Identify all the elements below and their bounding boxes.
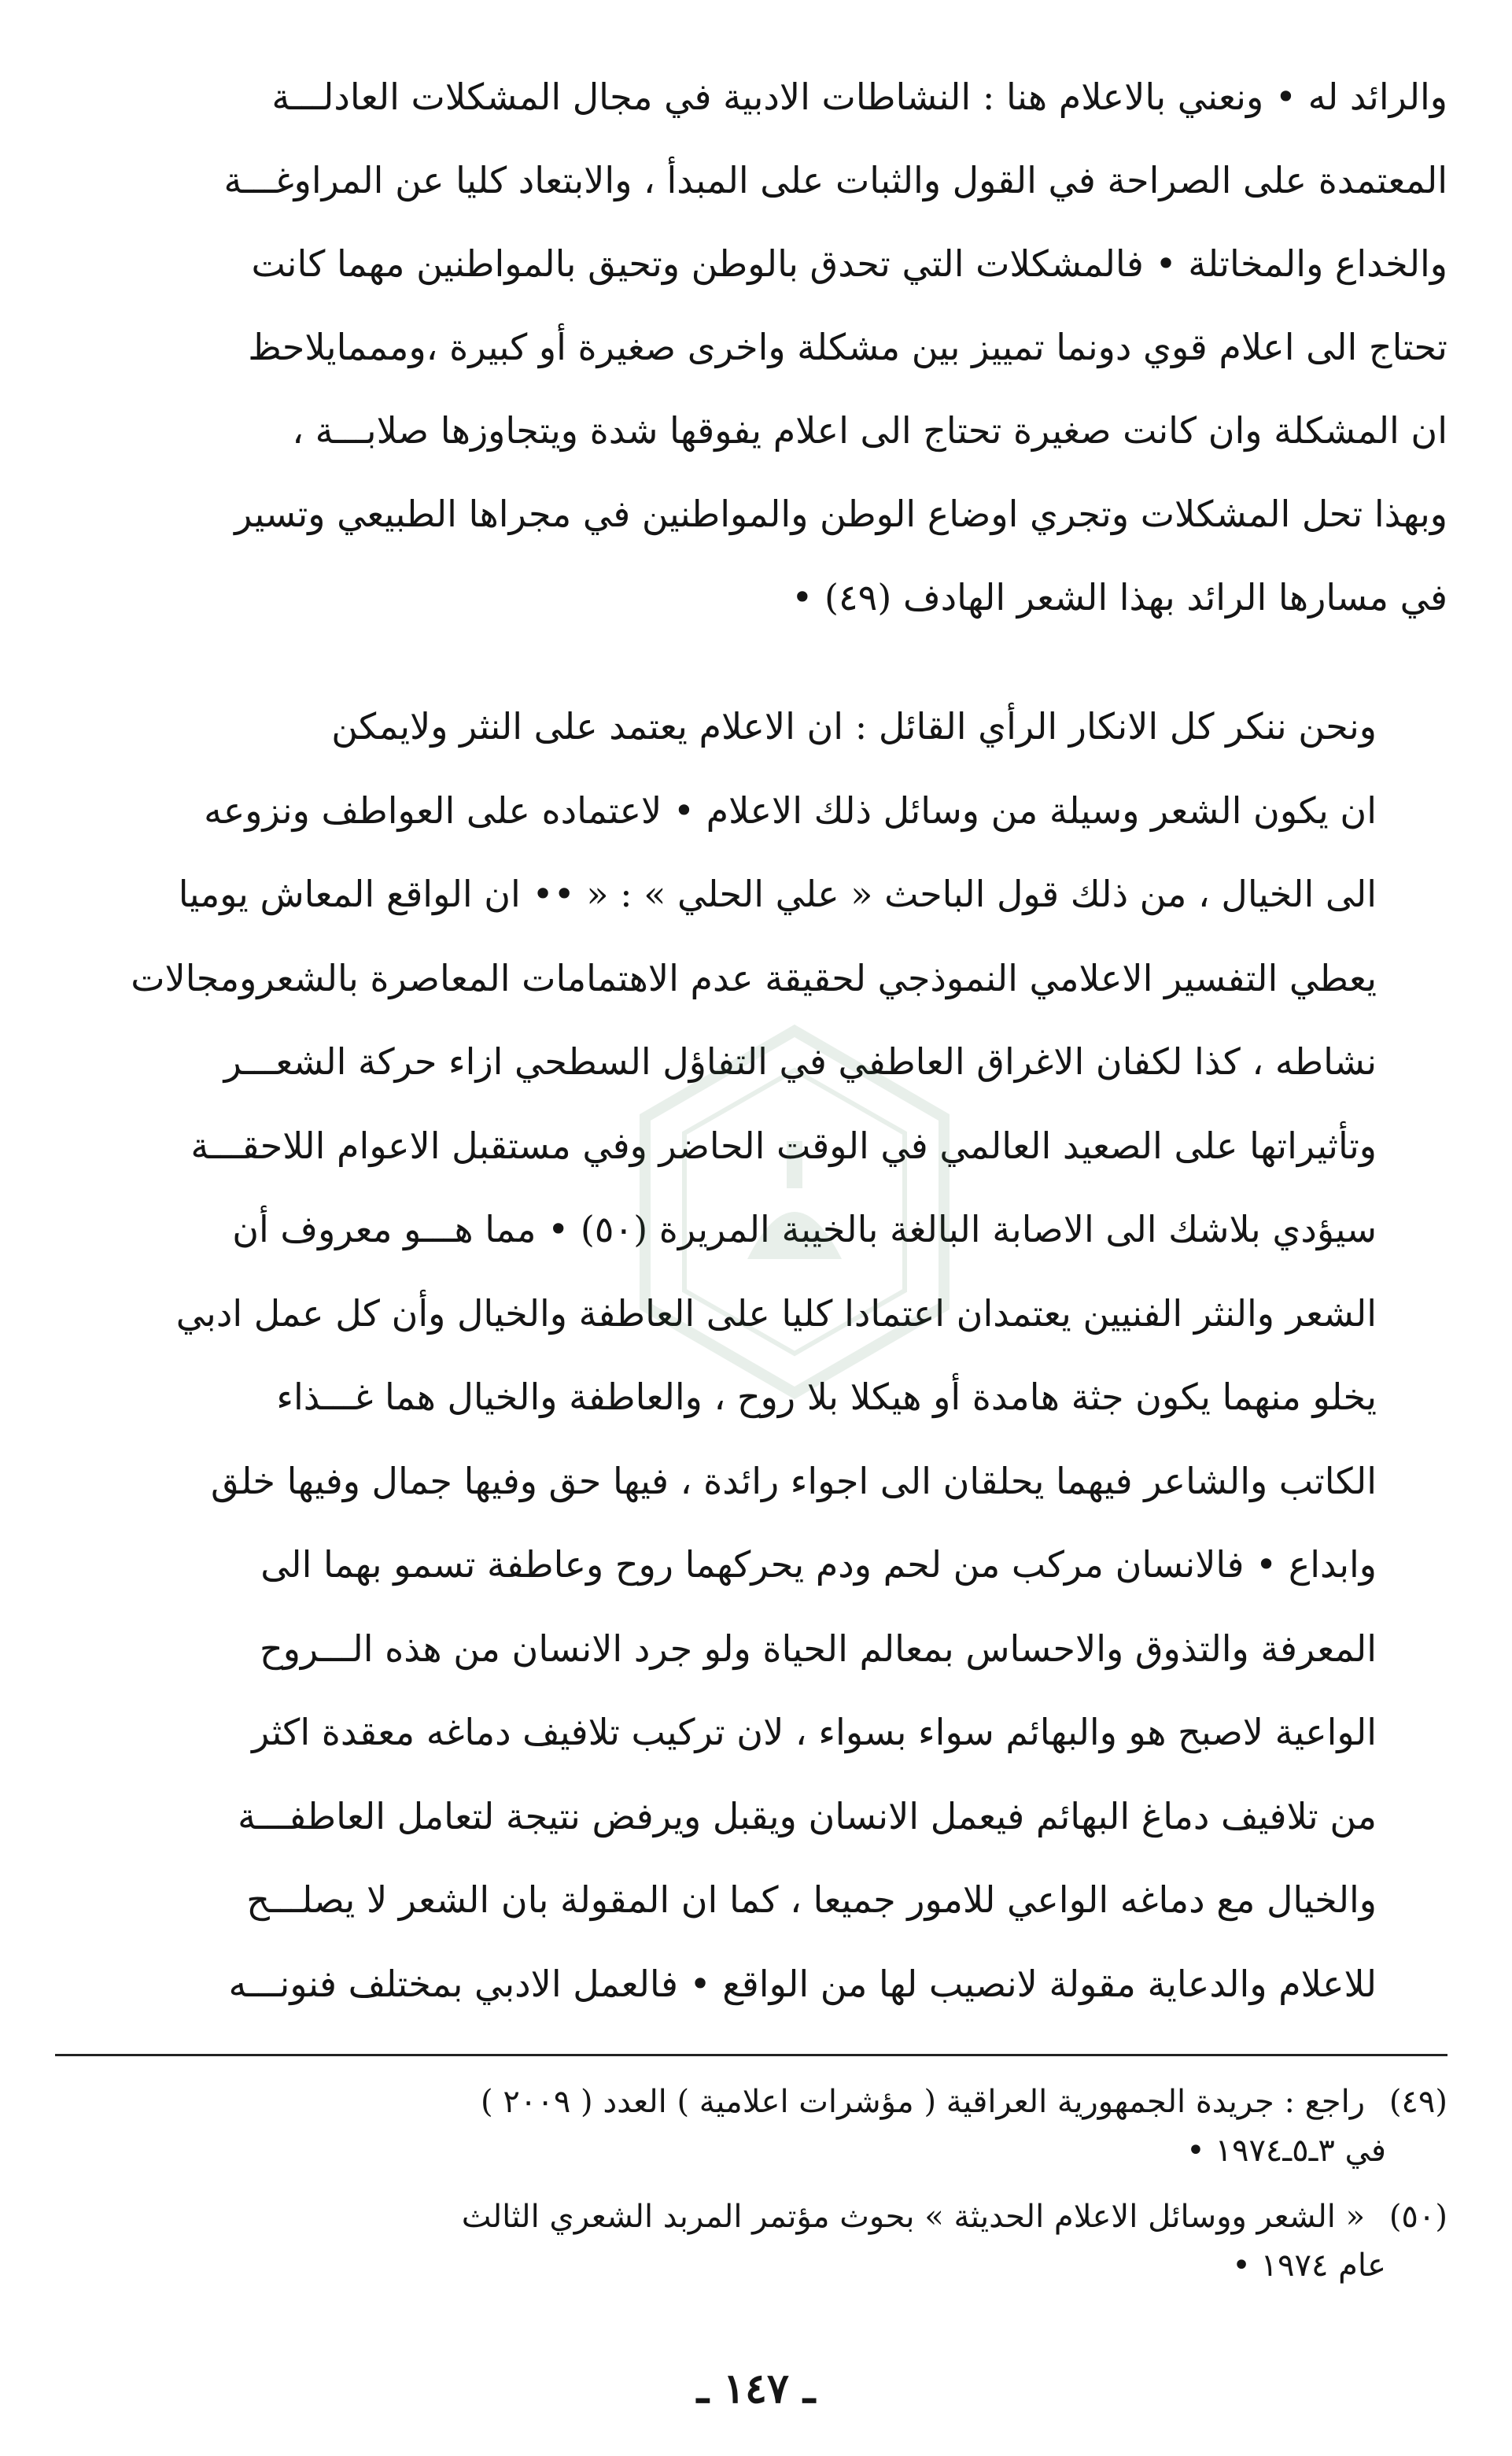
text-line: ان يكون الشعر وسيلة من وسائل ذلك الاعلام • لاعتماده على العواطف ونزوعه	[204, 789, 1377, 832]
text-line: الى الخيال ، من ذلك قول الباحث « علي الحلي » : « •• ان الواقع المعاش يوميا	[178, 873, 1377, 915]
text-line: والرائد له • ونعني بالاعلام هنا : النشاطات الادبية في مجال المشكلات العادلـــة	[271, 76, 1447, 118]
text-line: المعرفة والتذوق والاحساس بمعالم الحياة ولو جرد الانسان من هذه الـــروح	[260, 1627, 1377, 1670]
text-line: تحتاج الى اعلام قوي دونما تمييز بين مشكلة واخرى صغيرة أو كبيرة ،ومممايلاحظ	[248, 326, 1447, 368]
text-line: الكاتب والشاعر فيهما يحلقان الى اجواء رائدة ، فيها حق وفيها جمال وفيها خلق	[210, 1459, 1377, 1502]
text-line: المعتمدة على الصراحة في القول والثبات على المبدأ ، والابتعاد كليا عن المراوغـــة	[223, 159, 1447, 201]
text-line: نشاطه ، كذا لكفان الاغراق العاطفي في التفاؤل السطحي ازاء حركة الشعـــر	[223, 1040, 1377, 1083]
text-line: ان المشكلة وان كانت صغيرة تحتاج الى اعلام يفوقها شدة ويتجاوزها صلابـــة ،	[292, 409, 1447, 452]
text-line: من تلافيف دماغ البهائم فيعمل الانسان ويقبل ويرفض نتيجة لتعامل العاطفـــة	[238, 1794, 1377, 1837]
text-line: الشعر والنثر الفنيين يعتمدان اعتمادا كليا على العاطفة والخيال وأن كل عمل ادبي	[175, 1291, 1377, 1335]
library-watermark-stamp	[629, 1023, 960, 1401]
footnote-50	[55, 2192, 1447, 2290]
text-line: ونحن ننكر كل الانكار الرأي القائل : ان الاعلام يعتمد على النثر ولايمكن	[331, 705, 1377, 748]
footnote-number: (٥٠)	[1388, 2199, 1447, 2235]
text-line: سيؤدي بلاشك الى الاصابة البالغة بالخيبة المريرة (٥٠) • مما هـــو معروف أن	[232, 1208, 1377, 1250]
text-line: وابداع • فالانسان مركب من لحم ودم يحركهما روح وعاطفة تسمو بهما الى	[260, 1543, 1377, 1586]
page-number: ـ ١٤٧ ـ	[696, 2365, 816, 2413]
text-line: يعطي التفسير الاعلامي النموذجي لحقيقة عدم الاهتمامات المعاصرة بالشعرومجالات	[131, 956, 1377, 999]
footnote-text: « الشعر ووسائل الاعلام الحديثة » بحوث مؤتمر المربد الشعري الثالث	[461, 2199, 1366, 2235]
footnote-number: (٤٩)	[1388, 2084, 1447, 2120]
paragraph-1	[55, 55, 1447, 639]
footnote-text-continued: في ٣ـ٥ـ١٩٧٤ •	[1186, 2133, 1386, 2169]
footnote-divider	[55, 2054, 1447, 2056]
text-line: في مسارها الرائد بهذا الشعر الهادف (٤٩) •	[791, 576, 1447, 619]
footnote-49	[55, 2077, 1447, 2175]
text-line: والخداع والمخاتلة • فالمشكلات التي تحدق بالوطن وتحيق بالمواطنين مهما كانت	[251, 242, 1447, 285]
text-line: والخيال مع دماغه الواعي للامور جميعا ، كما ان المقولة بان الشعر لا يصلـــح	[246, 1878, 1377, 1921]
text-line: يخلو منهما يكون جثة هامدة أو هيكلا بلا روح ، والعاطفة والخيال هما غـــذاء	[276, 1376, 1377, 1418]
text-line: وبهذا تحل المشكلات وتجري اوضاع الوطن والمواطنين في مجراها الطبيعي وتسير	[234, 493, 1447, 535]
text-line: وتأثيراتها على الصعيد العالمي في الوقت الحاضر وفي مستقبل الاعوام اللاحقـــة	[190, 1124, 1377, 1167]
footnotes	[55, 2077, 1447, 2307]
footnote-text: راجع : جريدة الجمهورية العراقية ( مؤشرات اعلامية ) العدد ( ٢٠٠٩ )	[481, 2084, 1366, 2120]
text-line: للاعلام والدعاية مقولة لانصيب لها من الواقع • فالعمل الادبي بمختلف فنونـــه	[228, 1962, 1377, 2005]
footnote-text-continued: عام ١٩٧٤ •	[1232, 2247, 1386, 2284]
text-line: الواعية لاصبح هو والبهائم سواء بسواء ، لان تركيب تلافيف دماغه معقدة اكثر	[252, 1711, 1377, 1753]
